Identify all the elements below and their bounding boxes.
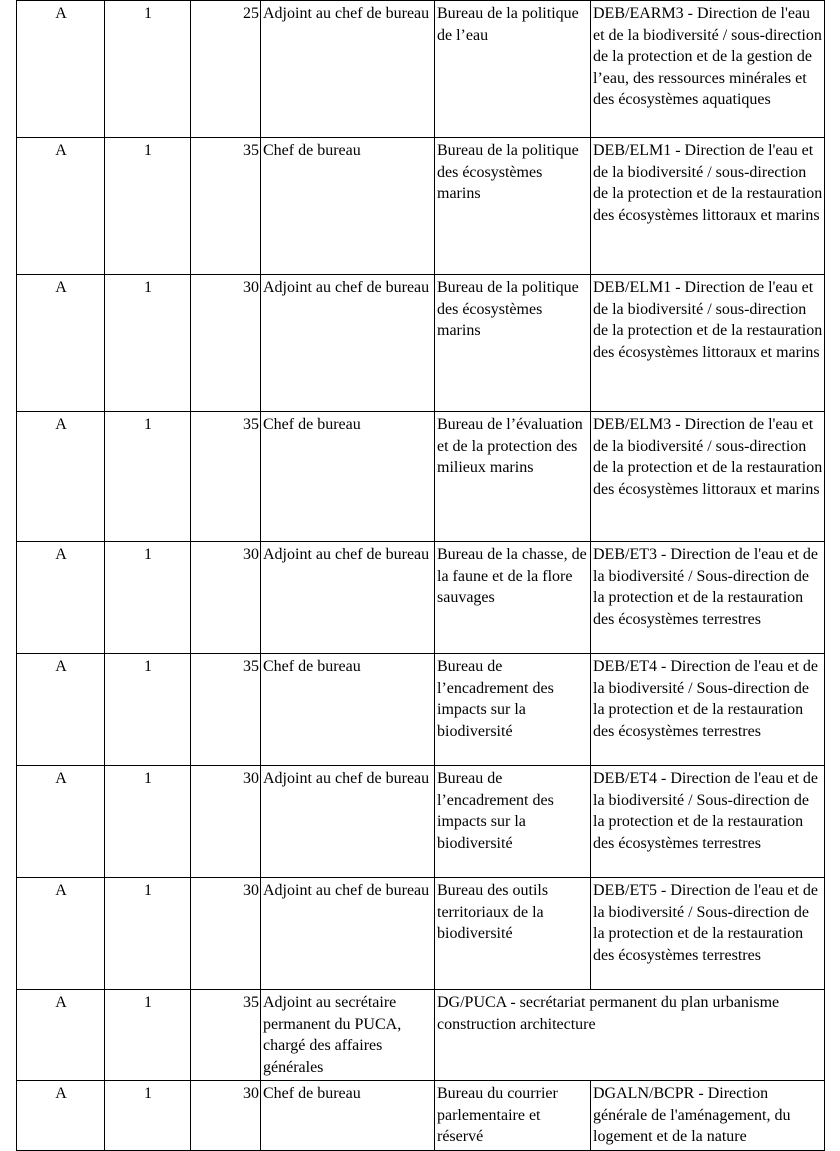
bureau-cell: Bureau de l’encadrement des impacts sur la biodiversité xyxy=(435,654,591,766)
table-row xyxy=(17,654,825,766)
function-cell: Chef de bureau xyxy=(261,412,435,542)
bureau-cell: Bureau des outils territoriaux de la biodiversité xyxy=(435,878,591,990)
function-cell: Adjoint au chef de bureau xyxy=(261,766,435,878)
points-cell: 30 xyxy=(191,275,261,412)
service-cell: DG/PUCA - secrétariat permanent du plan urbanisme construction architecture xyxy=(435,990,825,1081)
direction-cell xyxy=(591,412,825,542)
direction-cell xyxy=(591,1081,825,1151)
category-cell: A xyxy=(17,275,105,412)
table-row xyxy=(17,878,825,990)
count-cell: 1 xyxy=(105,542,191,654)
category-cell: A xyxy=(17,766,105,878)
table-row xyxy=(17,1,825,138)
bureau-cell: Bureau de l’évaluation et de la protection des milieux marins xyxy=(435,412,591,542)
function-cell: Adjoint au chef de bureau xyxy=(261,275,435,412)
table-body xyxy=(17,1,825,1151)
service-code: DEB/ET4 xyxy=(593,658,657,675)
count-cell: 1 xyxy=(105,138,191,275)
direction-text: - Direction de l'eau et de la biodiversité / Sous-direction de la protection et de la restauration des écosystèmes terrestres xyxy=(593,658,819,740)
direction-cell xyxy=(591,878,825,990)
bureau-cell: Bureau de la politique des écosystèmes marins xyxy=(435,138,591,275)
direction-cell xyxy=(591,654,825,766)
service-code: DEB/ET5 xyxy=(593,882,657,899)
table-row xyxy=(17,412,825,542)
count-cell: 1 xyxy=(105,412,191,542)
table-row xyxy=(17,542,825,654)
points-cell: 30 xyxy=(191,766,261,878)
direction-text: - Direction générale de l'aménagement, du logement et de la nature xyxy=(593,1085,791,1145)
points-cell: 35 xyxy=(191,654,261,766)
direction-cell xyxy=(591,542,825,654)
count-cell: 1 xyxy=(105,654,191,766)
direction-text: - Direction de l'eau et de la biodiversité / sous-direction de la protection et de la restauration des écosystèmes littoraux et marins xyxy=(593,416,823,498)
bureau-cell: Bureau de l’encadrement des impacts sur la biodiversité xyxy=(435,766,591,878)
direction-text: - Direction de l'eau et de la biodiversité / sous-direction de la protection et de la restauration des écosystèmes littoraux et marins xyxy=(593,142,823,224)
points-cell: 35 xyxy=(191,138,261,275)
count-cell: 1 xyxy=(105,766,191,878)
category-cell: A xyxy=(17,1,105,138)
direction-cell xyxy=(591,1,825,138)
table-row xyxy=(17,990,825,1081)
points-cell: 35 xyxy=(191,990,261,1081)
service-code: DEB/ELM1 xyxy=(593,279,672,296)
direction-text: - Direction de l'eau et de la biodiversité / Sous-direction de la protection et de la restauration des écosystèmes terrestres xyxy=(593,882,819,964)
direction-text: - Direction de l'eau et de la biodiversité / sous-direction de la protection et de la restauration des écosystèmes littoraux et marins xyxy=(593,279,823,361)
category-cell: A xyxy=(17,990,105,1081)
bureau-cell: Bureau de la politique des écosystèmes marins xyxy=(435,275,591,412)
table-row xyxy=(17,766,825,878)
direction-cell xyxy=(591,138,825,275)
function-cell: Adjoint au chef de bureau xyxy=(261,542,435,654)
count-cell: 1 xyxy=(105,1081,191,1151)
function-cell: Adjoint au chef de bureau xyxy=(261,1,435,138)
function-cell: Adjoint au secrétaire permanent du PUCA, chargé des affaires générales xyxy=(261,990,435,1081)
direction-text: - Direction de l'eau et de la biodiversité / Sous-direction de la protection et de la restauration des écosystèmes terrestres xyxy=(593,770,819,852)
category-cell: A xyxy=(17,878,105,990)
points-cell: 35 xyxy=(191,412,261,542)
direction-cell xyxy=(591,275,825,412)
points-cell: 30 xyxy=(191,542,261,654)
category-cell: A xyxy=(17,138,105,275)
count-cell: 1 xyxy=(105,990,191,1081)
table-row xyxy=(17,1081,825,1151)
function-cell: Chef de bureau xyxy=(261,138,435,275)
points-cell: 30 xyxy=(191,1081,261,1151)
count-cell: 1 xyxy=(105,1,191,138)
bureau-cell: Bureau de la politique de l’eau xyxy=(435,1,591,138)
service-code: DEB/ET3 xyxy=(593,546,657,563)
function-cell: Chef de bureau xyxy=(261,1081,435,1151)
service-code: DEB/ELM1 xyxy=(593,142,672,159)
positions-table xyxy=(16,0,825,1151)
table-row xyxy=(17,275,825,412)
points-cell: 25 xyxy=(191,1,261,138)
count-cell: 1 xyxy=(105,275,191,412)
direction-text: - Direction de l'eau et de la biodiversité / sous-direction de la protection et de la gestion de l’eau, des ressources minérales et des écosystèmes aquatiques xyxy=(593,5,822,108)
count-cell: 1 xyxy=(105,878,191,990)
service-code: DEB/EARM3 xyxy=(593,5,684,22)
function-cell: Adjoint au chef de bureau xyxy=(261,878,435,990)
bureau-cell: Bureau du courrier parlementaire et réservé xyxy=(435,1081,591,1151)
service-code: DGALN/BCPR xyxy=(593,1085,695,1102)
points-cell: 30 xyxy=(191,878,261,990)
function-cell: Chef de bureau xyxy=(261,654,435,766)
direction-cell xyxy=(591,766,825,878)
service-code: DEB/ELM3 xyxy=(593,416,672,433)
category-cell: A xyxy=(17,1081,105,1151)
category-cell: A xyxy=(17,412,105,542)
service-code: DEB/ET4 xyxy=(593,770,657,787)
category-cell: A xyxy=(17,542,105,654)
category-cell: A xyxy=(17,654,105,766)
bureau-cell: Bureau de la chasse, de la faune et de la flore sauvages xyxy=(435,542,591,654)
table-row xyxy=(17,138,825,275)
direction-text: - Direction de l'eau et de la biodiversité / Sous-direction de la protection et de la restauration des écosystèmes terrestres xyxy=(593,546,819,628)
